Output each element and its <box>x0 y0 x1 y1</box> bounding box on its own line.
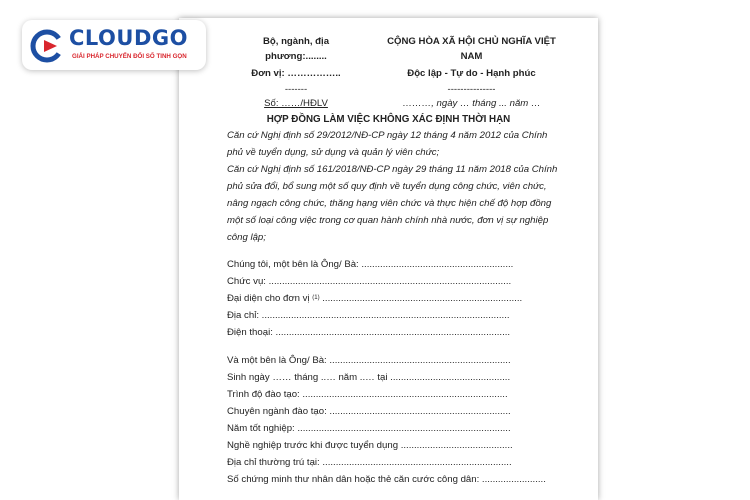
brand-logo <box>22 20 206 70</box>
preamble-line: công lập; <box>227 232 266 243</box>
document-number: Số: ……/HĐLV <box>264 98 328 109</box>
preamble-line: nâng ngạch công chức, thăng hạng viên chức và thực hiện chế độ hợp đồng <box>227 198 552 209</box>
preamble-line: phủ về tuyển dụng, sử dụng và quản lý viên chức; <box>227 147 440 158</box>
right-header-divider: --------------- <box>447 84 496 95</box>
party-b-address: Địa chỉ thường trú tại: ....................................................................... <box>227 457 512 468</box>
party-a-address: Địa chỉ: ............................................................................................. <box>227 310 510 321</box>
party-b-prior-occupation: Nghề nghiệp trước khi được tuyển dụng .......................................... <box>227 440 513 451</box>
document-date: ………, ngày … tháng ... năm … <box>402 98 541 109</box>
party-a-representative: Chúng tôi, một bên là Ông/ Bà: ......................................................... <box>227 259 514 270</box>
party-b-education: Trình độ đào tạo: ............................................................................. <box>227 389 508 400</box>
brand-tagline: GIẢI PHÁP CHUYỂN ĐỔI SỐ TINH GỌN <box>72 53 187 60</box>
party-b-name: Và một bên là Ông/ Bà: .................................................................... <box>227 355 511 366</box>
preamble-line: Căn cứ Nghị định số 29/2012/NĐ-CP ngày 12 tháng 4 năm 2012 của Chính <box>227 130 548 141</box>
party-a-position: Chức vụ: ........................................................................................... <box>227 276 512 287</box>
preamble-line: phủ sửa đổi, bổ sung một số quy định về tuyển dụng công chức, viên chức, <box>227 181 547 192</box>
national-title-line2: NAM <box>460 51 483 62</box>
party-b-id-number: Số chứng minh thư nhân dân hoặc thẻ căn cước công dân: ........................ <box>227 474 546 485</box>
party-a-phone: Điện thoại: ........................................................................................ <box>227 327 511 338</box>
footnote-marker: (1) <box>312 295 320 301</box>
locality-label: phương:........ <box>265 51 327 62</box>
party-a-unit: Đại diện cho đơn vị $^{(1)}$ ........................................................................... <box>227 293 523 304</box>
document-page <box>179 18 598 500</box>
preamble-line: một số loại công việc trong cơ quan hành chính nhà nước, đơn vị sự nghiệp <box>227 215 549 226</box>
party-b-birth: Sinh ngày …… tháng ..… năm ..… tại ............................................. <box>227 372 511 383</box>
national-motto: Độc lập - Tự do - Hạnh phúc <box>407 68 536 79</box>
preamble-line: Căn cứ Nghị định số 161/2018/NĐ-CP ngày 29 tháng 11 năm 2018 của Chính <box>227 164 558 175</box>
national-title-line1: CỘNG HÒA XÃ HỘI CHỦ NGHĨA VIỆT <box>387 36 556 47</box>
ministry-label: Bộ, ngành, địa <box>262 36 330 47</box>
party-b-major: Chuyên ngành đào tạo: .................................................................... <box>227 406 511 417</box>
unit-label: Đơn vị: …………….. <box>251 68 341 79</box>
brand-name: CLOUDGO <box>69 26 188 50</box>
cloudgo-logo-icon <box>30 29 64 63</box>
document-title: HỢP ĐỒNG LÀM VIỆC KHÔNG XÁC ĐỊNH THỜI HẠN <box>266 114 511 125</box>
party-b-graduation-year: Năm tốt nghiệp: ................................................................................ <box>227 423 511 434</box>
left-header-divider: ------- <box>284 84 308 95</box>
